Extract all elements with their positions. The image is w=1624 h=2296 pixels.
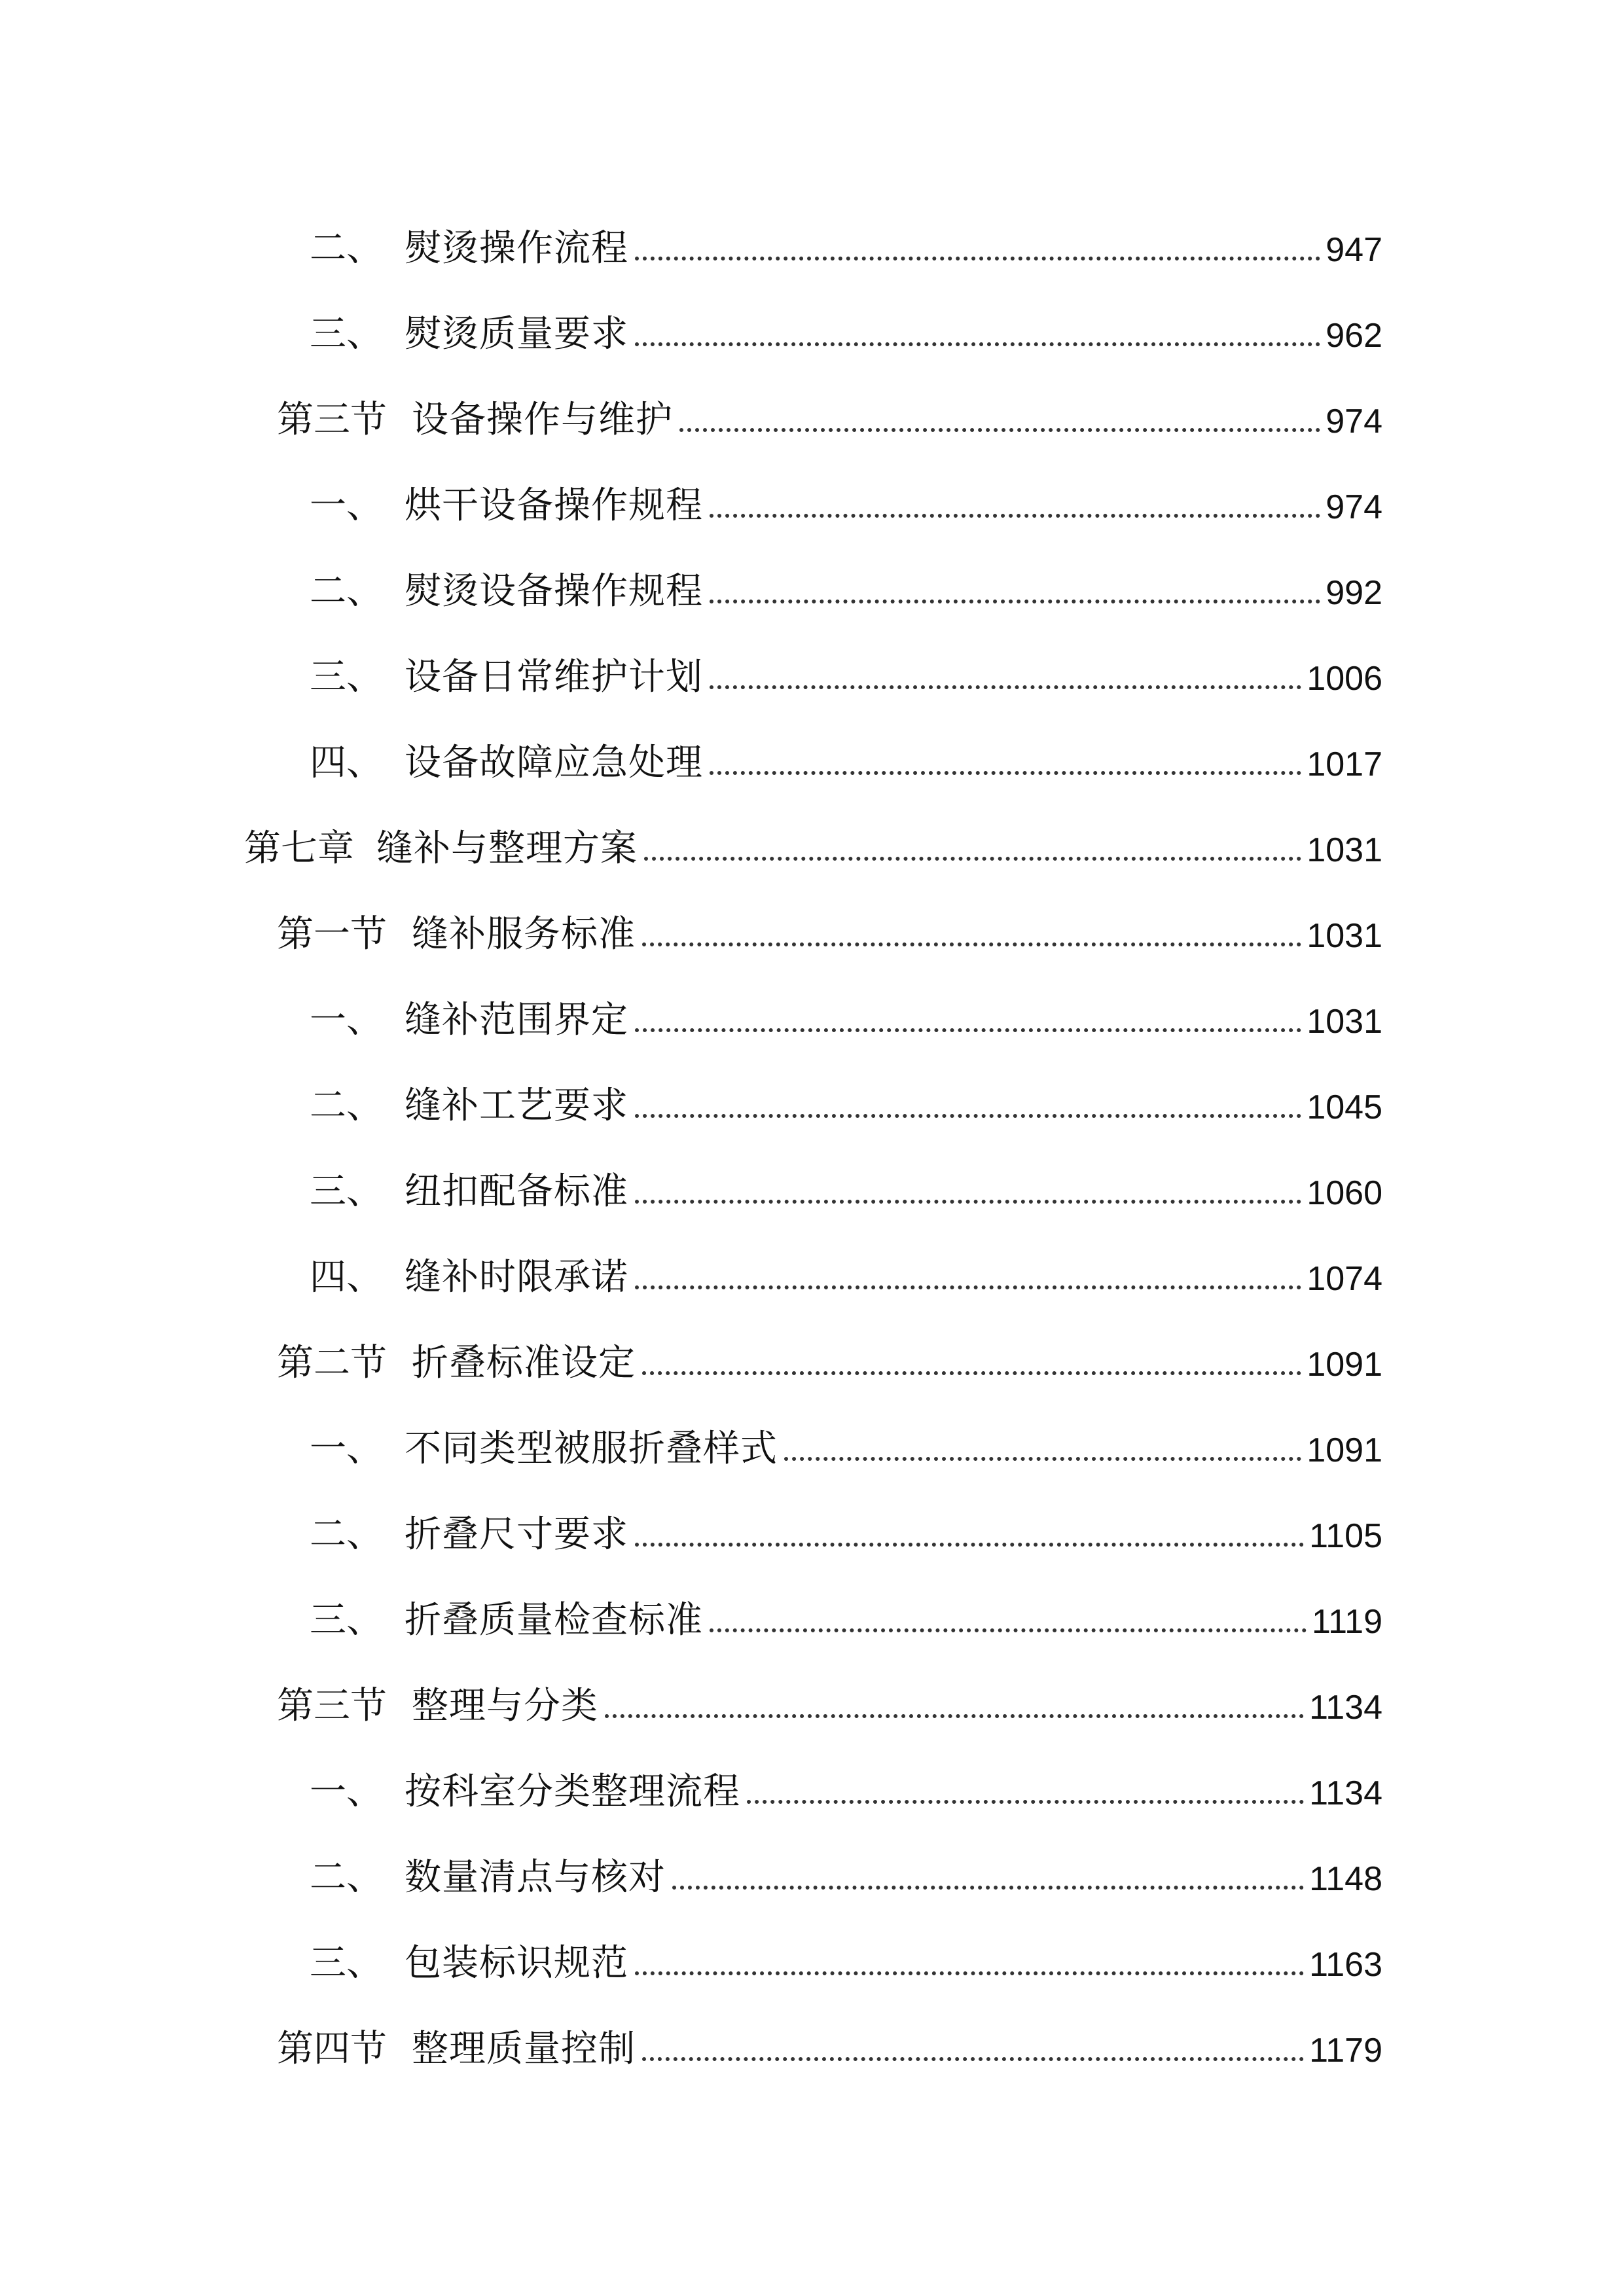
dot-leader <box>605 1714 1304 1718</box>
toc-entry-page: 1148 <box>1309 1860 1382 1898</box>
toc-entry-title: 整理质量控制 <box>412 2028 636 2070</box>
toc-entry[interactable] <box>310 465 1382 527</box>
toc-entry-title: 熨烫质量要求 <box>405 313 628 355</box>
toc-entry-number: 二、 <box>310 570 383 613</box>
dot-leader <box>642 942 1301 946</box>
toc-entry-page: 1031 <box>1307 831 1382 869</box>
toc-entry-number: 一、 <box>310 999 383 1041</box>
toc-entry-number: 二、 <box>310 227 383 270</box>
toc-section-number: 第一节 <box>277 913 387 956</box>
toc-entry-title: 缝补范围界定 <box>405 999 628 1041</box>
toc-entry-number: 一、 <box>310 484 383 527</box>
toc-section-number: 第四节 <box>277 2028 387 2070</box>
toc-entry-number: 四、 <box>310 742 383 784</box>
toc-entry[interactable] <box>310 1408 1382 1470</box>
toc-entry-title: 设备操作与维护 <box>412 399 673 441</box>
toc-entry-number: 四、 <box>310 1256 383 1299</box>
toc-entry-number: 二、 <box>310 1513 383 1556</box>
toc-entry-title: 熨烫操作流程 <box>405 227 628 270</box>
dot-leader <box>710 1628 1307 1632</box>
dot-leader <box>784 1457 1301 1461</box>
toc-entry-title: 缝补服务标准 <box>412 913 636 956</box>
toc-entry[interactable] <box>310 1837 1382 1899</box>
toc-entry-page: 947 <box>1326 231 1382 269</box>
toc-section-number: 第二节 <box>277 1342 387 1384</box>
toc-entry[interactable] <box>310 294 1382 353</box>
toc-entry[interactable] <box>277 380 1382 439</box>
toc-entry-title: 缝补工艺要求 <box>405 1085 628 1127</box>
toc-entry-number: 二、 <box>310 1085 383 1127</box>
toc-entry[interactable] <box>277 2009 1382 2068</box>
toc-entry-page: 1091 <box>1307 1431 1382 1469</box>
toc-entry-title: 包装标识规范 <box>405 1942 628 1984</box>
toc-entry-number: 三、 <box>310 1942 383 1984</box>
toc-entry-title: 折叠标准设定 <box>412 1342 636 1384</box>
toc-entry-number: 一、 <box>310 1770 383 1813</box>
toc-entry-title: 折叠质量检查标准 <box>405 1599 703 1641</box>
toc-entry-page: 1119 <box>1312 1603 1382 1641</box>
toc-entry[interactable] <box>277 1666 1382 1725</box>
dot-leader <box>635 342 1320 346</box>
dot-leader <box>635 257 1320 260</box>
toc-entry-page: 1105 <box>1309 1517 1382 1555</box>
toc-entry-page: 1134 <box>1309 1774 1382 1812</box>
dot-leader <box>672 1886 1304 1890</box>
toc-entry-title: 不同类型被服折叠样式 <box>405 1427 778 1470</box>
toc-entry-title: 缝补与整理方案 <box>376 827 638 870</box>
toc-entry-page: 1179 <box>1309 2032 1382 2070</box>
toc-chapter-number: 第七章 <box>244 827 354 870</box>
toc-entry-number: 二、 <box>310 1856 383 1899</box>
toc-entry[interactable] <box>310 1151 1382 1213</box>
toc-entry-page: 1045 <box>1307 1088 1382 1126</box>
toc-entry-page: 974 <box>1326 403 1382 440</box>
toc-entry[interactable] <box>310 1066 1382 1127</box>
dot-leader <box>679 428 1320 432</box>
toc-entry[interactable] <box>310 551 1382 613</box>
toc-entry[interactable] <box>310 1751 1382 1813</box>
toc-entry[interactable] <box>310 637 1382 696</box>
toc-entry[interactable] <box>310 208 1382 270</box>
toc-entry-title: 熨烫设备操作规程 <box>405 570 703 613</box>
toc-entry-title: 按科室分类整理流程 <box>405 1770 740 1813</box>
toc-entry-page: 974 <box>1326 488 1382 526</box>
toc-entry-number: 三、 <box>310 656 383 698</box>
dot-leader <box>710 600 1320 603</box>
toc-entry-page: 1006 <box>1307 660 1382 698</box>
toc-entry[interactable] <box>277 1323 1382 1382</box>
dot-leader <box>635 1114 1301 1118</box>
toc-entry[interactable] <box>310 1494 1382 1556</box>
toc-entry-page: 1074 <box>1307 1260 1382 1298</box>
dot-leader <box>710 771 1301 775</box>
dot-leader <box>635 1200 1301 1204</box>
toc-section-number: 第三节 <box>277 399 387 441</box>
dot-leader <box>635 1028 1301 1032</box>
toc-entry-number: 一、 <box>310 1427 383 1470</box>
toc-entry-page: 1134 <box>1309 1689 1382 1727</box>
dot-leader <box>710 685 1301 689</box>
toc-entry[interactable] <box>277 894 1382 956</box>
toc-entry-page: 1017 <box>1307 745 1382 783</box>
toc-entry-title: 设备日常维护计划 <box>405 656 703 698</box>
toc-entry-title: 缝补时限承诺 <box>405 1256 628 1299</box>
toc-entry[interactable] <box>310 1237 1382 1299</box>
toc-entry-page: 1031 <box>1307 917 1382 955</box>
dot-leader <box>747 1800 1304 1804</box>
dot-leader <box>635 1543 1304 1547</box>
toc-entry-title: 烘干设备操作规程 <box>405 484 703 527</box>
toc-entry-page: 1091 <box>1307 1346 1382 1384</box>
dot-leader <box>642 2057 1304 2061</box>
dot-leader <box>635 1285 1301 1289</box>
toc-entry[interactable] <box>310 980 1382 1039</box>
dot-leader <box>710 514 1320 518</box>
dot-leader <box>642 1371 1301 1375</box>
toc-entry-page: 962 <box>1326 317 1382 355</box>
toc-entry-page: 1060 <box>1307 1174 1382 1212</box>
toc-entry[interactable] <box>310 723 1382 784</box>
toc-entry-page: 1031 <box>1307 1003 1382 1041</box>
toc-entry-page: 992 <box>1326 574 1382 612</box>
toc-entry-title: 纽扣配备标准 <box>405 1170 628 1213</box>
toc-entry-title: 折叠尺寸要求 <box>405 1513 628 1556</box>
toc-section-number: 第三节 <box>277 1685 387 1727</box>
toc-entry[interactable] <box>244 808 1382 870</box>
toc-entry-number: 三、 <box>310 1170 383 1213</box>
toc-entry[interactable] <box>310 1580 1382 1639</box>
toc-entry-number: 三、 <box>310 313 383 355</box>
toc-entry-title: 设备故障应急处理 <box>405 742 703 784</box>
dot-leader <box>635 1971 1304 1975</box>
toc-entry[interactable] <box>310 1923 1382 1982</box>
dot-leader <box>644 857 1301 861</box>
toc-entry-page: 1163 <box>1309 1946 1382 1984</box>
toc-entry-number: 三、 <box>310 1599 383 1641</box>
toc-entry-title: 数量清点与核对 <box>405 1856 666 1899</box>
toc-entry-title: 整理与分类 <box>412 1685 598 1727</box>
